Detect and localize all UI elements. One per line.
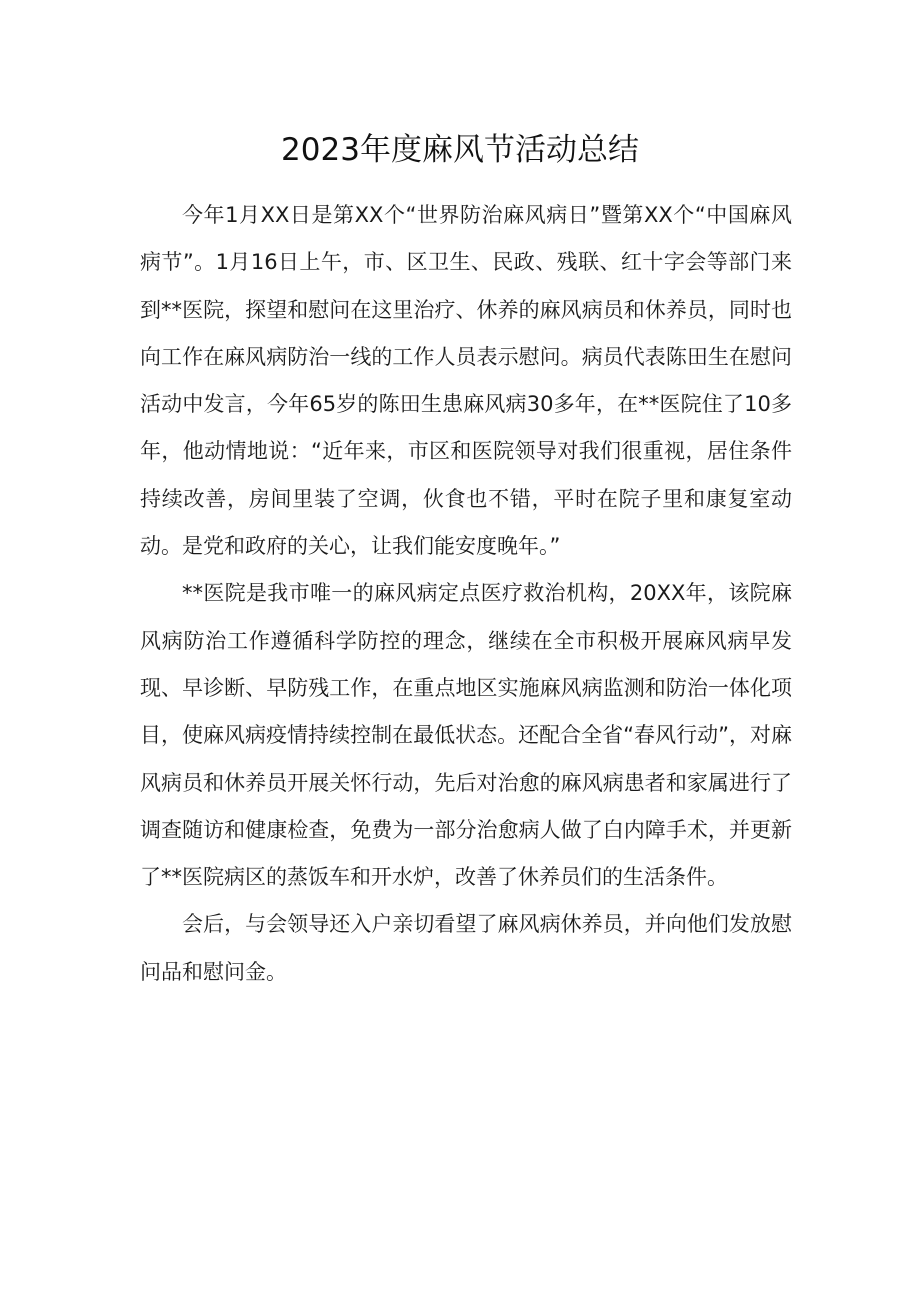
paragraph-visit: 今年1月XX日是第XX个“世界防治麻风病日”暨第XX个“中国麻风病节”。1月16日上午，市、区卫生、民政、残联、红十字会等部门来到**医院，探望和慰问在这里治疗、休养的麻风病员和休养员，同时也向工作在麻风病防治一线的工作人员表示慰问。病员代表陈田生在慰问活动中发言，今年65岁的陈田生患麻风病30多年，在**医院住了10多年，他动情地说：“近年来，市区和医院领导对我们很重视，居住条件持续改善，房间里装了空调，伙食也不错，平时在院子里和康复室动动。是党和政府的关心，让我们能安度晚年。” [140,203,792,559]
document-body [140,192,792,996]
paragraph-after-meeting: 会后，与会领导还入户亲切看望了麻风病休养员，并向他们发放慰问品和慰问金。 [140,912,792,984]
document-title: 2023年度麻风节活动总结 [281,132,639,168]
paragraph-hospital-work: **医院是我市唯一的麻风病定点医疗救治机构，20XX年，该院麻风病防治工作遵循科学防控的理念，继续在全市积极开展麻风病早发现、早诊断、早防残工作，在重点地区实施麻风病监测和防治一体化项目，使麻风病疫情持续控制在最低状态。还配合全省“春风行动”，对麻风病员和休养员开展关怀行动，先后对治愈的麻风病患者和家属进行了调查随访和健康检查，免费为一部分治愈病人做了白内障手术，并更新了**医院病区的蒸饭车和开水炉，改善了休养员们的生活条件。 [140,581,792,890]
